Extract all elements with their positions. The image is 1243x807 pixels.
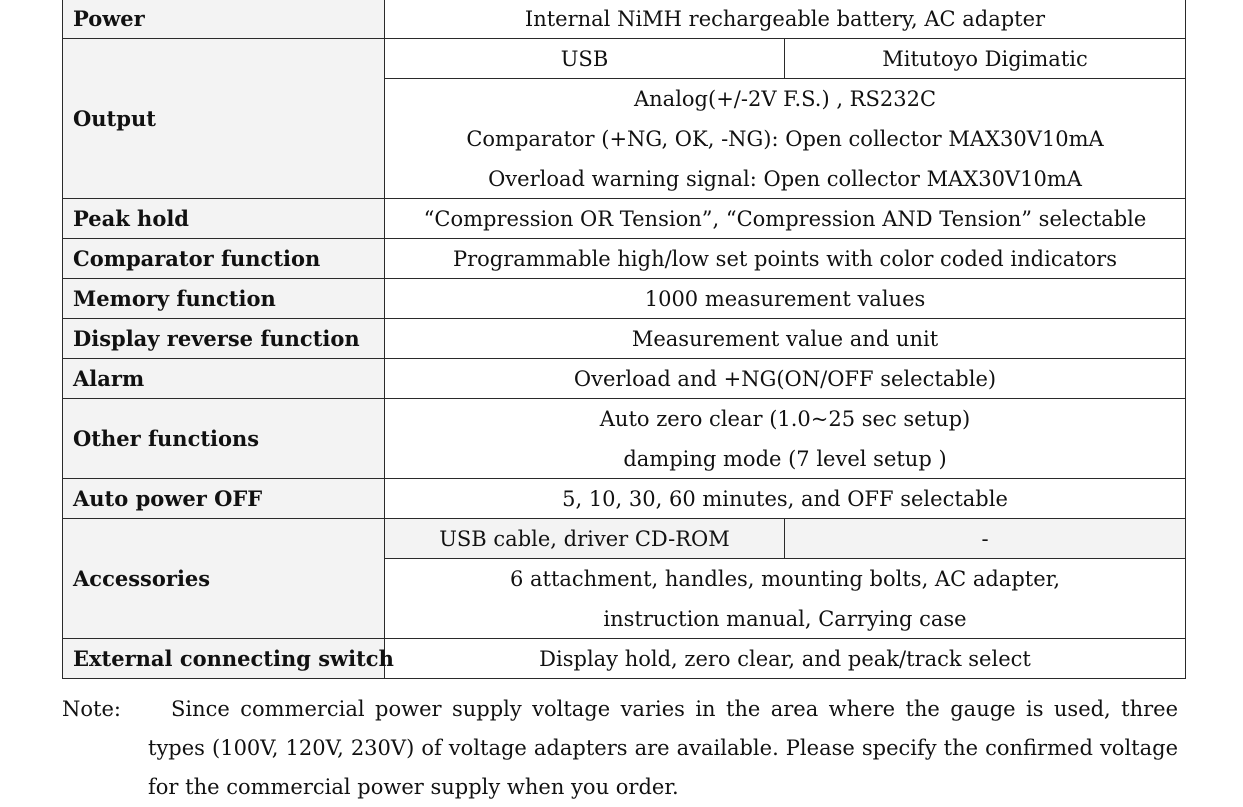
auto-power-label: Auto power OFF <box>63 479 385 519</box>
accessories-lines <box>385 559 1186 639</box>
row-external-switch <box>63 639 1186 679</box>
external-switch-value: Display hold, zero clear, and peak/track select <box>385 639 1186 679</box>
auto-power-value: 5, 10, 30, 60 minutes, and OFF selectable <box>385 479 1186 519</box>
accessories-label: Accessories <box>63 519 385 639</box>
row-peak-hold <box>63 199 1186 239</box>
row-comparator <box>63 239 1186 279</box>
output-line-analog: Analog(+/-2V F.S.) , RS232C <box>633 87 937 111</box>
alarm-label: Alarm <box>63 359 385 399</box>
row-auto-power <box>63 479 1186 519</box>
row-other-functions <box>63 399 1186 479</box>
note-text: Since commercial power supply voltage varies in the area where the gauge is used, three types (100V, 120V, 230V) of voltage adapters are available. Please specify the confirmed voltage for the commercial power supply when you order. <box>148 697 1178 799</box>
accessories-line-2: instruction manual, Carrying case <box>603 607 967 631</box>
memory-label: Memory function <box>63 279 385 319</box>
comparator-label: Comparator function <box>63 239 385 279</box>
row-power <box>63 0 1186 39</box>
peak-hold-value: “Compression OR Tension”, “Compression AND Tension” selectable <box>385 199 1186 239</box>
display-reverse-value: Measurement value and unit <box>385 319 1186 359</box>
output-usb: USB <box>385 39 785 79</box>
alarm-value: Overload and +NG(ON/OFF selectable) <box>385 359 1186 399</box>
row-memory <box>63 279 1186 319</box>
spec-table <box>62 0 1186 679</box>
row-accessories-sub <box>63 519 1186 559</box>
power-label: Power <box>63 0 385 39</box>
other-line-auto-zero: Auto zero clear (1.0~25 sec setup) <box>599 407 971 431</box>
output-digimatic: Mitutoyo Digimatic <box>785 39 1186 79</box>
other-functions-lines <box>385 399 1186 479</box>
other-functions-label: Other functions <box>63 399 385 479</box>
memory-value: 1000 measurement values <box>385 279 1186 319</box>
accessories-digimatic: - <box>785 519 1186 559</box>
row-output-sub <box>63 39 1186 79</box>
comparator-value: Programmable high/low set points with color coded indicators <box>385 239 1186 279</box>
display-reverse-label: Display reverse function <box>63 319 385 359</box>
output-line-overload: Overload warning signal: Open collector MAX30V10mA <box>488 167 1082 191</box>
row-alarm <box>63 359 1186 399</box>
accessories-line-1: 6 attachment, handles, mounting bolts, AC adapter, <box>509 567 1061 591</box>
other-line-damping: damping mode (7 level setup ) <box>623 447 947 471</box>
row-display-reverse <box>63 319 1186 359</box>
external-switch-label: External connecting switch <box>63 639 385 679</box>
output-label: Output <box>63 39 385 199</box>
output-line-comparator: Comparator (+NG, OK, -NG): Open collector MAX30V10mA <box>466 127 1104 151</box>
output-lines <box>385 79 1186 199</box>
note-label: Note: <box>62 697 121 721</box>
accessories-usb: USB cable, driver CD-ROM <box>385 519 785 559</box>
power-value: Internal NiMH rechargeable battery, AC adapter <box>385 0 1186 39</box>
peak-hold-label: Peak hold <box>63 199 385 239</box>
